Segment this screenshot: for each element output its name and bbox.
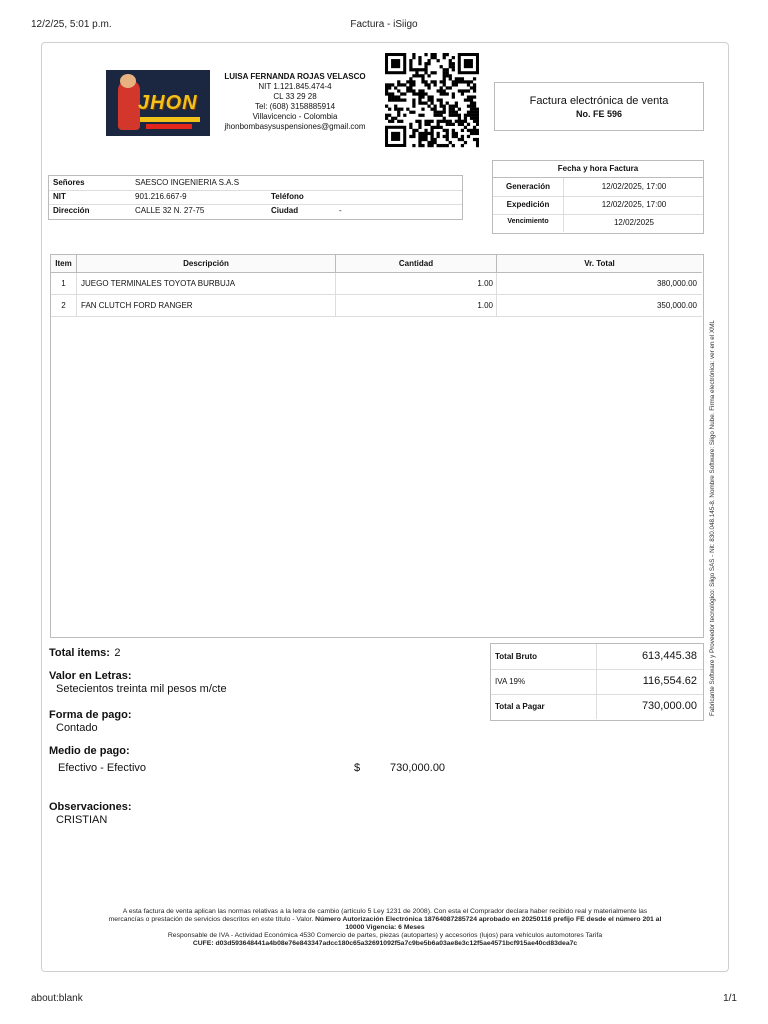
col-header-descripcion: Descripción: [77, 255, 336, 273]
medio-pago-value: Efectivo - Efectivo: [58, 762, 147, 774]
senores-label: Señores: [53, 178, 85, 187]
expedicion-row: [493, 196, 703, 215]
medio-pago-amount: 730,000.00: [390, 762, 446, 774]
legal-line-2b: Número Autorización Electrónica 18764087285724 aprobado en 20250116 prefijo FE desde el número 201 al: [315, 916, 662, 923]
row-1-descripcion: JUEGO TERMINALES TOYOTA BURBUJA: [77, 273, 336, 295]
total-items: [49, 643, 121, 661]
senores-value: SAESCO INGENIERIA S.A.S: [135, 178, 240, 187]
medio-pago-label: Medio de pago:: [49, 745, 130, 757]
print-title: Factura - iSiigo: [350, 19, 418, 30]
direccion-value: CALLE 32 N. 27-75: [135, 206, 205, 215]
row-2-cantidad: 1.00: [336, 295, 497, 317]
ciudad-label: Ciudad: [271, 206, 299, 215]
document-title: Factura electrónica de venta: [529, 95, 669, 107]
legal-line-4: Responsable de IVA - Actividad Económica 4530 Comercio de partes, piezas (autopartes) y accesorios (lujos) para vehículos automotores Tarifa: [167, 932, 603, 939]
issuer-email: jhonbombasysuspensiones@gmail.com: [224, 122, 366, 131]
expedicion-value: 12/02/2025, 17:00: [563, 196, 704, 214]
total-bruto-row: [491, 644, 703, 670]
iva-label: IVA 19%: [495, 677, 526, 686]
issuer-phone: Tel: (608) 3158885914: [254, 102, 336, 111]
issuer-name: LUISA FERNANDA ROJAS VELASCO: [224, 72, 366, 81]
logo-wordmark: JHON: [138, 92, 198, 114]
print-datetime: 12/2/25, 5:01 p.m.: [31, 19, 112, 30]
nit-label: NIT: [53, 192, 66, 201]
company-logo: [106, 70, 210, 136]
total-pagar-row: [491, 694, 703, 719]
legal-line-1: A esta factura de venta aplican las normas relativas a la letra de cambio (artículo 5 Ley 1231 de 2008). Con esta el Comprador declara haber recibido real y materialmente las: [122, 908, 648, 915]
observaciones-value: CRISTIAN: [56, 814, 108, 826]
direccion-label: Dirección: [53, 206, 90, 215]
issuer-city: Villavicencio - Colombia: [252, 112, 338, 121]
vencimiento-value: 12/02/2025: [563, 214, 704, 232]
invoice-dates-table: [492, 160, 704, 234]
total-bruto-label: Total Bruto: [495, 652, 538, 661]
iva-value: 116,554.62: [642, 675, 697, 687]
qr-code: [385, 53, 479, 151]
total-pagar-label: Total a Pagar: [495, 702, 545, 711]
valor-letras-value: Setecientos treinta mil pesos m/cte: [56, 683, 227, 695]
medio-pago-currency: $: [354, 762, 361, 774]
col-header-item: Item: [51, 255, 77, 273]
customer-table: [48, 175, 463, 220]
forma-pago-label: Forma de pago:: [49, 709, 132, 721]
nit-value: 901.216.667-9: [135, 192, 187, 201]
row-2-item: 2: [51, 295, 77, 317]
dates-header: Fecha y hora Factura: [493, 161, 703, 178]
col-header-cantidad: Cantidad: [336, 255, 497, 273]
document-title-box: [494, 82, 704, 131]
software-provider-text: Fabricante Software y Proveedor tecnológico: Siigo SAS - Nit: 830.048.145-8. Nombre Software: Siigo Nube. Firma electrónica: ver en el XML: [709, 320, 716, 716]
ciudad-value: -: [339, 206, 342, 215]
col-header-total: Vr. Total: [497, 255, 702, 273]
customer-row-direccion: [49, 204, 462, 218]
totals-table: [490, 643, 704, 721]
items-table: [50, 254, 704, 638]
row-1-total: 380,000.00: [497, 273, 702, 295]
software-provider-note: [707, 296, 719, 716]
generacion-value: 12/02/2025, 17:00: [563, 178, 704, 196]
row-2-descripcion: FAN CLUTCH FORD RANGER: [77, 295, 336, 317]
expedicion-label: Expedición: [506, 200, 550, 209]
generacion-label: Generación: [505, 182, 550, 191]
generacion-row: [493, 178, 703, 197]
customer-row-senores: [49, 176, 462, 191]
total-bruto-value: 613,445.38: [641, 650, 697, 662]
print-page-count: 1/1: [723, 993, 737, 1004]
iva-row: [491, 669, 703, 695]
total-pagar-value: 730,000.00: [641, 700, 697, 712]
telefono-label: Teléfono: [271, 192, 304, 201]
valor-letras-label: Valor en Letras:: [49, 670, 132, 682]
issuer-nit: NIT 1.121.845.474-4: [258, 82, 332, 91]
total-items-value: 2: [114, 647, 121, 659]
customer-row-nit: [49, 190, 462, 205]
observaciones-label: Observaciones:: [49, 801, 132, 813]
forma-pago-value: Contado: [56, 722, 98, 734]
legal-line-2a: mercancías o prestación de servicios descritos en este título - Valor.: [108, 916, 316, 923]
issuer-address: CL 33 29 28: [273, 92, 317, 101]
issuer-block: [220, 72, 370, 132]
invoice-sheet: [41, 42, 729, 972]
vencimiento-row: [493, 214, 703, 232]
row-1-item: 1: [51, 273, 77, 295]
legal-notice: [72, 908, 698, 948]
row-2-total: 350,000.00: [497, 295, 702, 317]
print-url: about:blank: [31, 993, 83, 1004]
legal-cufe: CUFE: d03d593648441a4b08e76e843347adcc180c65a32691092f5a7c9be5b6a03ae8e3c12f5ae4571bcf915ae40cd83dea7c: [192, 940, 578, 947]
total-items-label: Total items:: [49, 647, 110, 659]
row-1-cantidad: 1.00: [336, 273, 497, 295]
legal-line-3: 10000 Vigencia: 6 Meses: [345, 924, 425, 931]
document-number: No. FE 596: [575, 109, 622, 119]
vencimiento-label: Vencimiento: [507, 218, 549, 225]
